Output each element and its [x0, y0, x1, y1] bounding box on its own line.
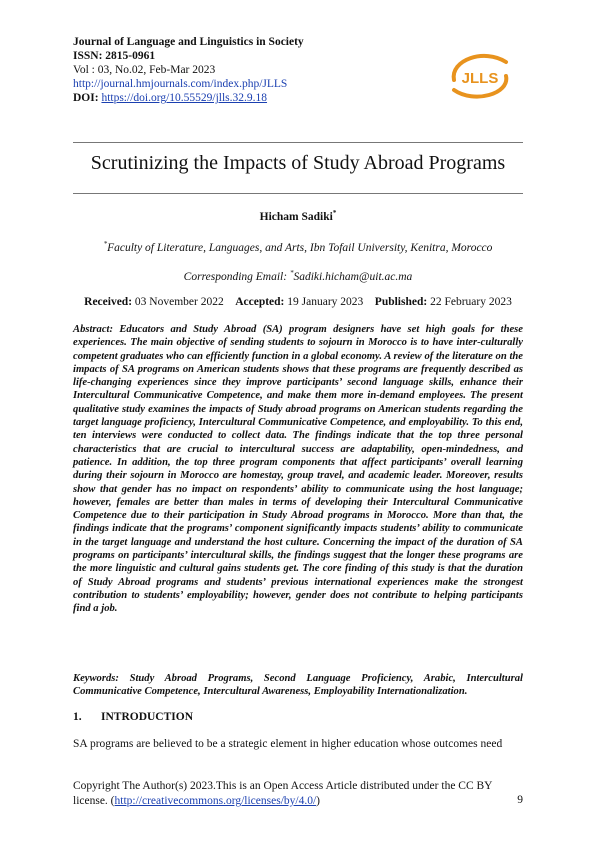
title-rule-bottom — [73, 193, 523, 194]
copyright-footer: Copyright The Author(s) 2023.This is an Open Access Article distributed under the CC BY license. (http://creativecommons.org/licenses/by/4.0/) — [73, 780, 493, 807]
paper-title: Scrutinizing the Impacts of Study Abroad Programs — [90, 152, 506, 174]
corresponding-email: Corresponding Email: *Sadiki.hicham@uit.ac.ma — [183, 269, 413, 283]
page-number: 9 — [517, 794, 523, 806]
jlls-logo — [444, 50, 516, 100]
keywords: Keywords: Study Abroad Programs, Second Language Proficiency, Arabic, Intercultural Communicative Competence, Intercultural Awareness, Employability Internationalization. — [73, 673, 523, 698]
volume-info: Vol : 03, No.02, Feb-Mar 2023 — [73, 64, 216, 76]
license-link[interactable]: http://creativecommons.org/licenses/by/4.0/ — [114, 795, 317, 807]
title-rule-top — [73, 142, 523, 143]
publication-dates: Received: 03 November 2022 Accepted: 19 January 2023 Published: 22 February 2023 — [84, 296, 512, 308]
journal-header — [73, 35, 433, 105]
section-heading-introduction: 1. INTRODUCTION — [73, 711, 194, 723]
doi-label: DOI: — [73, 92, 99, 104]
journal-name: Journal of Language and Linguistics in Society — [73, 36, 304, 48]
logo-text: JLLS — [461, 70, 499, 87]
affiliation: *Faculty of Literature, Languages, and Arts, Ibn Tofail University, Kenitra, Morocco — [103, 240, 493, 254]
issn: ISSN: 2815-0961 — [73, 50, 156, 62]
journal-url-link[interactable]: http://journal.hmjournals.com/index.php/JLLS — [73, 78, 288, 90]
abstract: Abstract: Educators and Study Abroad (SA) program designers have set high goals for these experiences. The main objective of sending students to sojourn in Morocco is to have inter-culturally competent graduates who can efficiently function in a global economy. A review of the literature on the impacts of SA programs on American students shows that these programs are frequently described as life-changing experiences since they improve participants’ second language skills, enhance their Intercultural Communicative Competence, and make them more in-demand employees. The present qualitative study examines the impacts of Study abroad programs on American students regarding the target language proficiency, Intercultural Communicative Competence, and employability. To this end, ten interviews were conducted to collect data. The findings indicate that the top three personal characteristics that are crucial to intercultural success are adaptability, open-mindedness, and patience. In addition, the top three program components that affect participants’ overall learning during their sojourn in Morocco are homestay, group travel, and academic leader. Moreover, results show that gender has no impact on respondents’ ability to communicate using the host language; however, females are better than males in terms of developing their Intercultural Communicative Competence due to their participation in Study Abroad programs in Morocco. More than that, the findings indicate that the programs’ component significantly impacts students’ ability to communicate in the target language and understand the host culture. Concerning the impact of the duration of SA programs on participants’ intercultural skills, the findings suggest that the longer these programs are the more linguistic and cultural gains students get. The core finding of this study is that the duration of Study Abroad programs and students’ previous international experiences make the strongest contribution to students’ employability; however, gender does not contribute to helping participants find a job. — [73, 324, 523, 615]
intro-paragraph: SA programs are believed to be a strategic element in higher education whose outcomes need — [73, 738, 503, 750]
author-name: Hicham Sadiki* — [259, 209, 337, 223]
doi-link[interactable]: https://doi.org/10.55529/jlls.32.9.18 — [101, 92, 268, 104]
